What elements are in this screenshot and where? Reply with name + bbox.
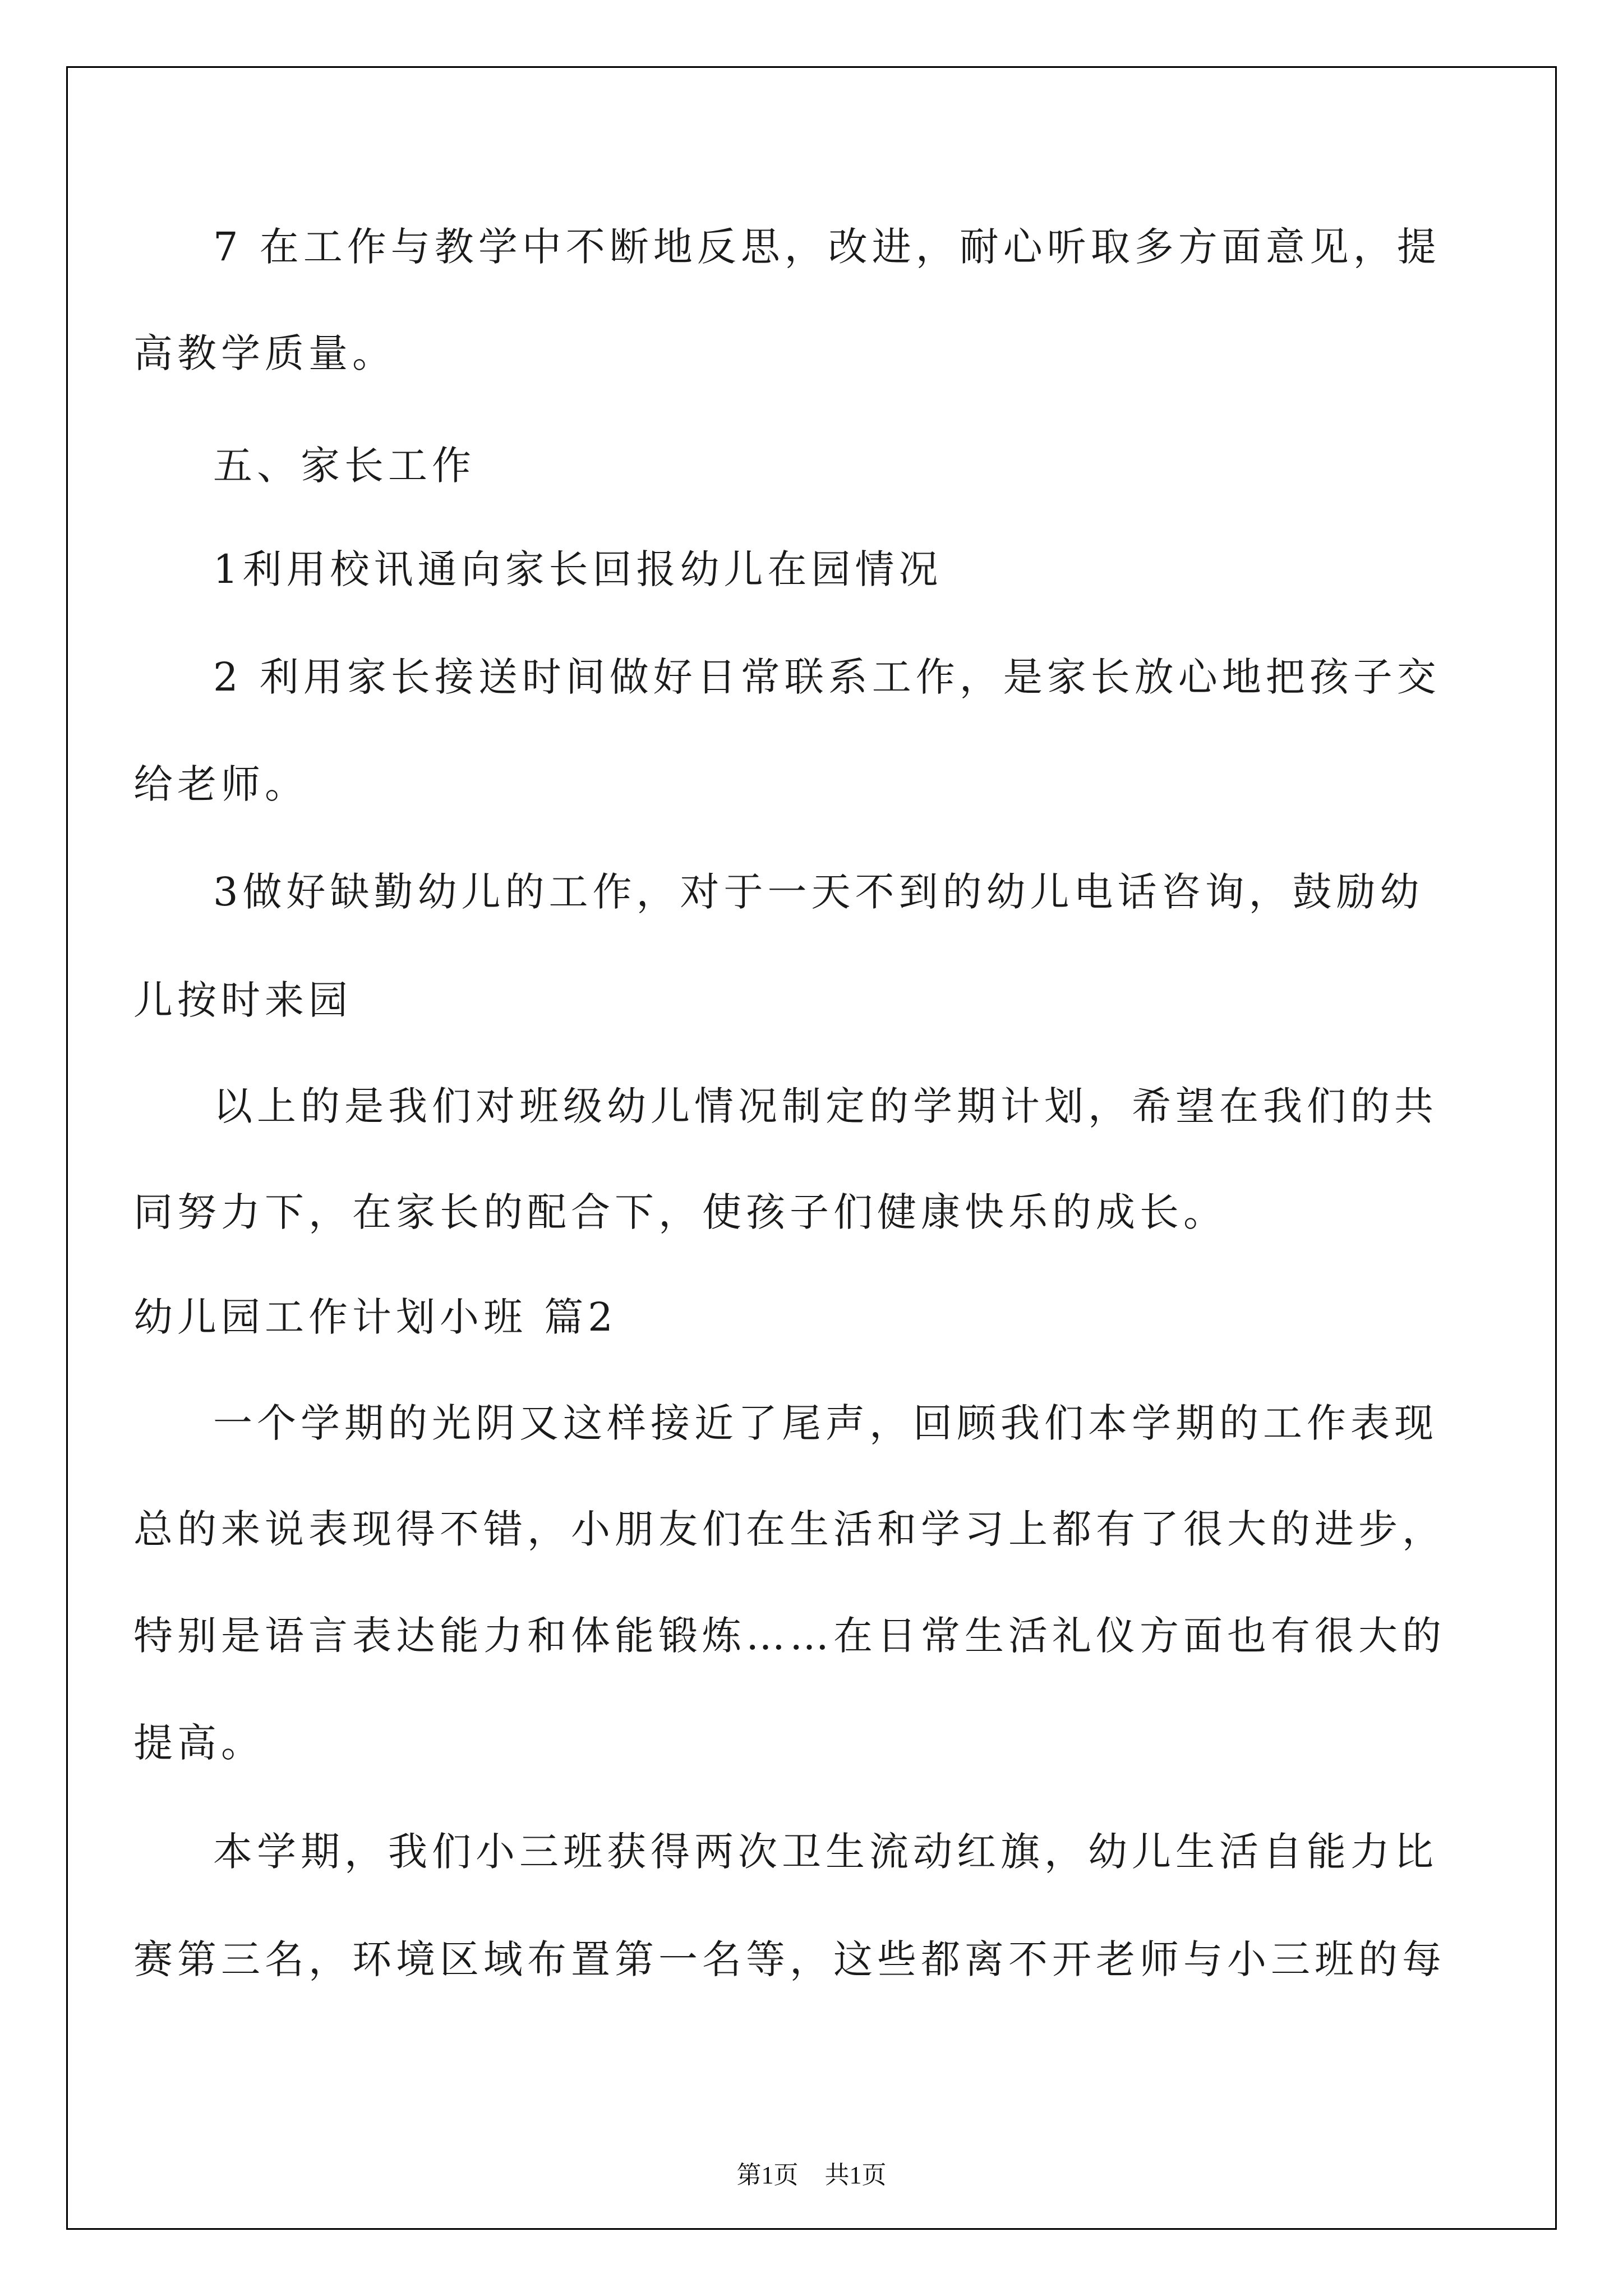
text-line: 赛第三名，环境区域布置第一名等，这些都离不开老师与小三班的每 xyxy=(133,1936,1446,1982)
text-line: 提高。 xyxy=(133,1720,265,1766)
text-line: 总的来说表现得不错，小朋友们在生活和学习上都有了很大的进步， xyxy=(133,1506,1446,1552)
page-footer xyxy=(0,2159,1623,2192)
text-line: 本学期，我们小三班获得两次卫生流动红旗，幼儿生活自能力比 xyxy=(213,1829,1438,1875)
page-number: 第1页 xyxy=(736,2161,799,2189)
article-title: 幼儿园工作计划小班 篇2 xyxy=(133,1294,617,1340)
text-line: 同努力下，在家长的配合下，使孩子们健康快乐的成长。 xyxy=(133,1189,1227,1235)
page-total: 共1页 xyxy=(824,2161,887,2189)
page-border xyxy=(66,66,1557,2230)
section-heading: 五、家长工作 xyxy=(213,443,476,489)
text-line: 以上的是我们对班级幼儿情况制定的学期计划，希望在我们的共 xyxy=(213,1083,1438,1129)
text-line: 2 利用家长接送时间做好日常联系工作，是家长放心地把孩子交 xyxy=(213,654,1441,700)
text-line: 3做好缺勤幼儿的工作，对于一天不到的幼儿电话咨询，鼓励幼 xyxy=(213,869,1424,915)
text-line: 给老师。 xyxy=(133,761,308,807)
text-line: 儿按时来园 xyxy=(133,977,352,1023)
text-line: 一个学期的光阴又这样接近了尾声，回顾我们本学期的工作表现 xyxy=(213,1400,1438,1446)
text-line: 特别是语言表达能力和体能锻炼……在日常生活礼仪方面也有很大的 xyxy=(133,1613,1446,1659)
text-line: 高教学质量。 xyxy=(133,330,396,376)
text-line: 7 在工作与教学中不断地反思，改进，耐心听取多方面意见，提 xyxy=(213,224,1441,270)
text-line: 1利用校讯通向家长回报幼儿在园情况 xyxy=(213,546,943,592)
